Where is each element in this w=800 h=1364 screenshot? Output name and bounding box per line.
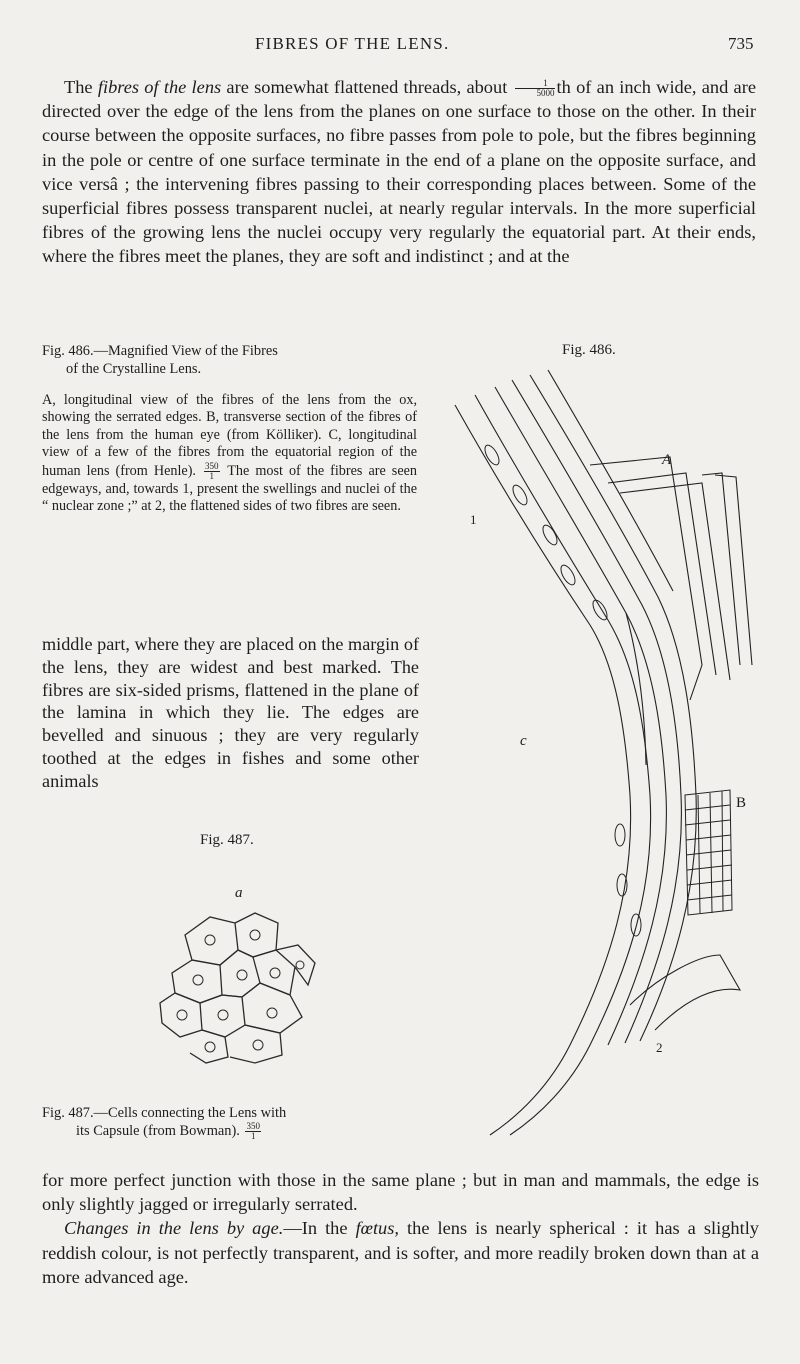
paragraph-bottom-p2: Changes in the lens by age.—In the fœtus, the lens is nearly spherical : it has a slightly reddish colour, is not perfectly transparent, and is softer, and more readily broken down than at a more advanced age.: [42, 1218, 760, 1287]
running-head: FIBRES OF THE LENS.: [255, 34, 450, 53]
paragraph-top: The fibres of the lens are somewhat flattened threads, about $\frac{1}{5000}$ th of an inch wide, and are directed over the edge of the lens from the planes on one surface to those on the other. In their course between the opposite surfaces, no fibre passes from pole to pole, but the fibres beginning in the pole or centre of one surface terminate in the end of a plane on the opposite surface, and vice versâ ; the intervening fibres passing to their corresponding places between. Some of the superficial fibres possess transparent nuclei, at nearly regular intervals. In the more superficial fibres of the growing lens the nuclei occupy very regularly the equatorial part. At their ends, where the fibres meet the planes, they are soft and indistinct ; and at the: [42, 77, 756, 267]
fig486-label: Fig. 486.: [562, 342, 616, 358]
fig486-letter-b: B: [736, 795, 747, 811]
fig487-letter-a: a: [235, 885, 243, 901]
italic-term: fibres of the lens: [97, 77, 222, 97]
fig487-label: Fig. 487.: [200, 832, 254, 848]
fig486-caption-body: A, longitudinal view of the fibres of the lens from the ox, showing the serrated edges. B, transverse section of the fibres of the lens from the human eye (from Kölliker). C, longitudinal view of a few of the fibres from the equatorial region of the human lens (from Henle). $\frac{350}{1}$ The most of the fibres are seen edgeways, and, towards 1, present the swellings and nuclei of the “ nuclear zone ;” at 2, the flattened sides of two fibres are seen.: [42, 392, 418, 515]
page-number: 735: [728, 34, 754, 53]
fig487-caption: [42, 1104, 432, 1141]
fig486-caption-line1: Fig. 486.—Magnified View of the Fibres: [42, 343, 278, 359]
fig486-caption-line2: of the Crystalline Lens.: [66, 361, 202, 377]
fig486-mark-2: 2: [656, 1040, 663, 1055]
paragraph-bottom-p1: for more perfect junction with those in the same plane ; but in man and mammals, the edge is only slightly jagged or irregularly serrated.: [42, 1170, 759, 1215]
page-header: [0, 32, 800, 62]
fraction: $\frac{350}{1}$: [246, 1121, 260, 1142]
fig487-cells-illustration: [150, 905, 330, 1065]
fraction: $\frac{350}{1}$: [205, 460, 219, 481]
paragraph-bottom: [42, 1168, 759, 1289]
fig486-caption-title: [42, 342, 422, 378]
paragraph-middle: middle part, where they are placed on the margin of the lens, they are widest and best marked. The fibres are six-sided prisms, flattened in the plane of the lamina in which they lie. The edges are bevelled and sinuous ; they are very regularly toothed at the edges in fishes and some other animals: [42, 634, 419, 791]
fraction: $\frac{1}{5000}$: [515, 79, 555, 98]
fig486-mark-1: 1: [470, 512, 477, 527]
fig486-fibres-illustration: [440, 365, 770, 1145]
fig486-letter-c: c: [520, 733, 527, 749]
fig487-caption-line1: Fig. 487.—Cells connecting the Lens with: [42, 1105, 287, 1121]
fig486-letter-a: A: [662, 452, 672, 468]
fig487-caption-line2: its Capsule (from Bowman). $\frac{350}{1}$: [76, 1121, 260, 1142]
